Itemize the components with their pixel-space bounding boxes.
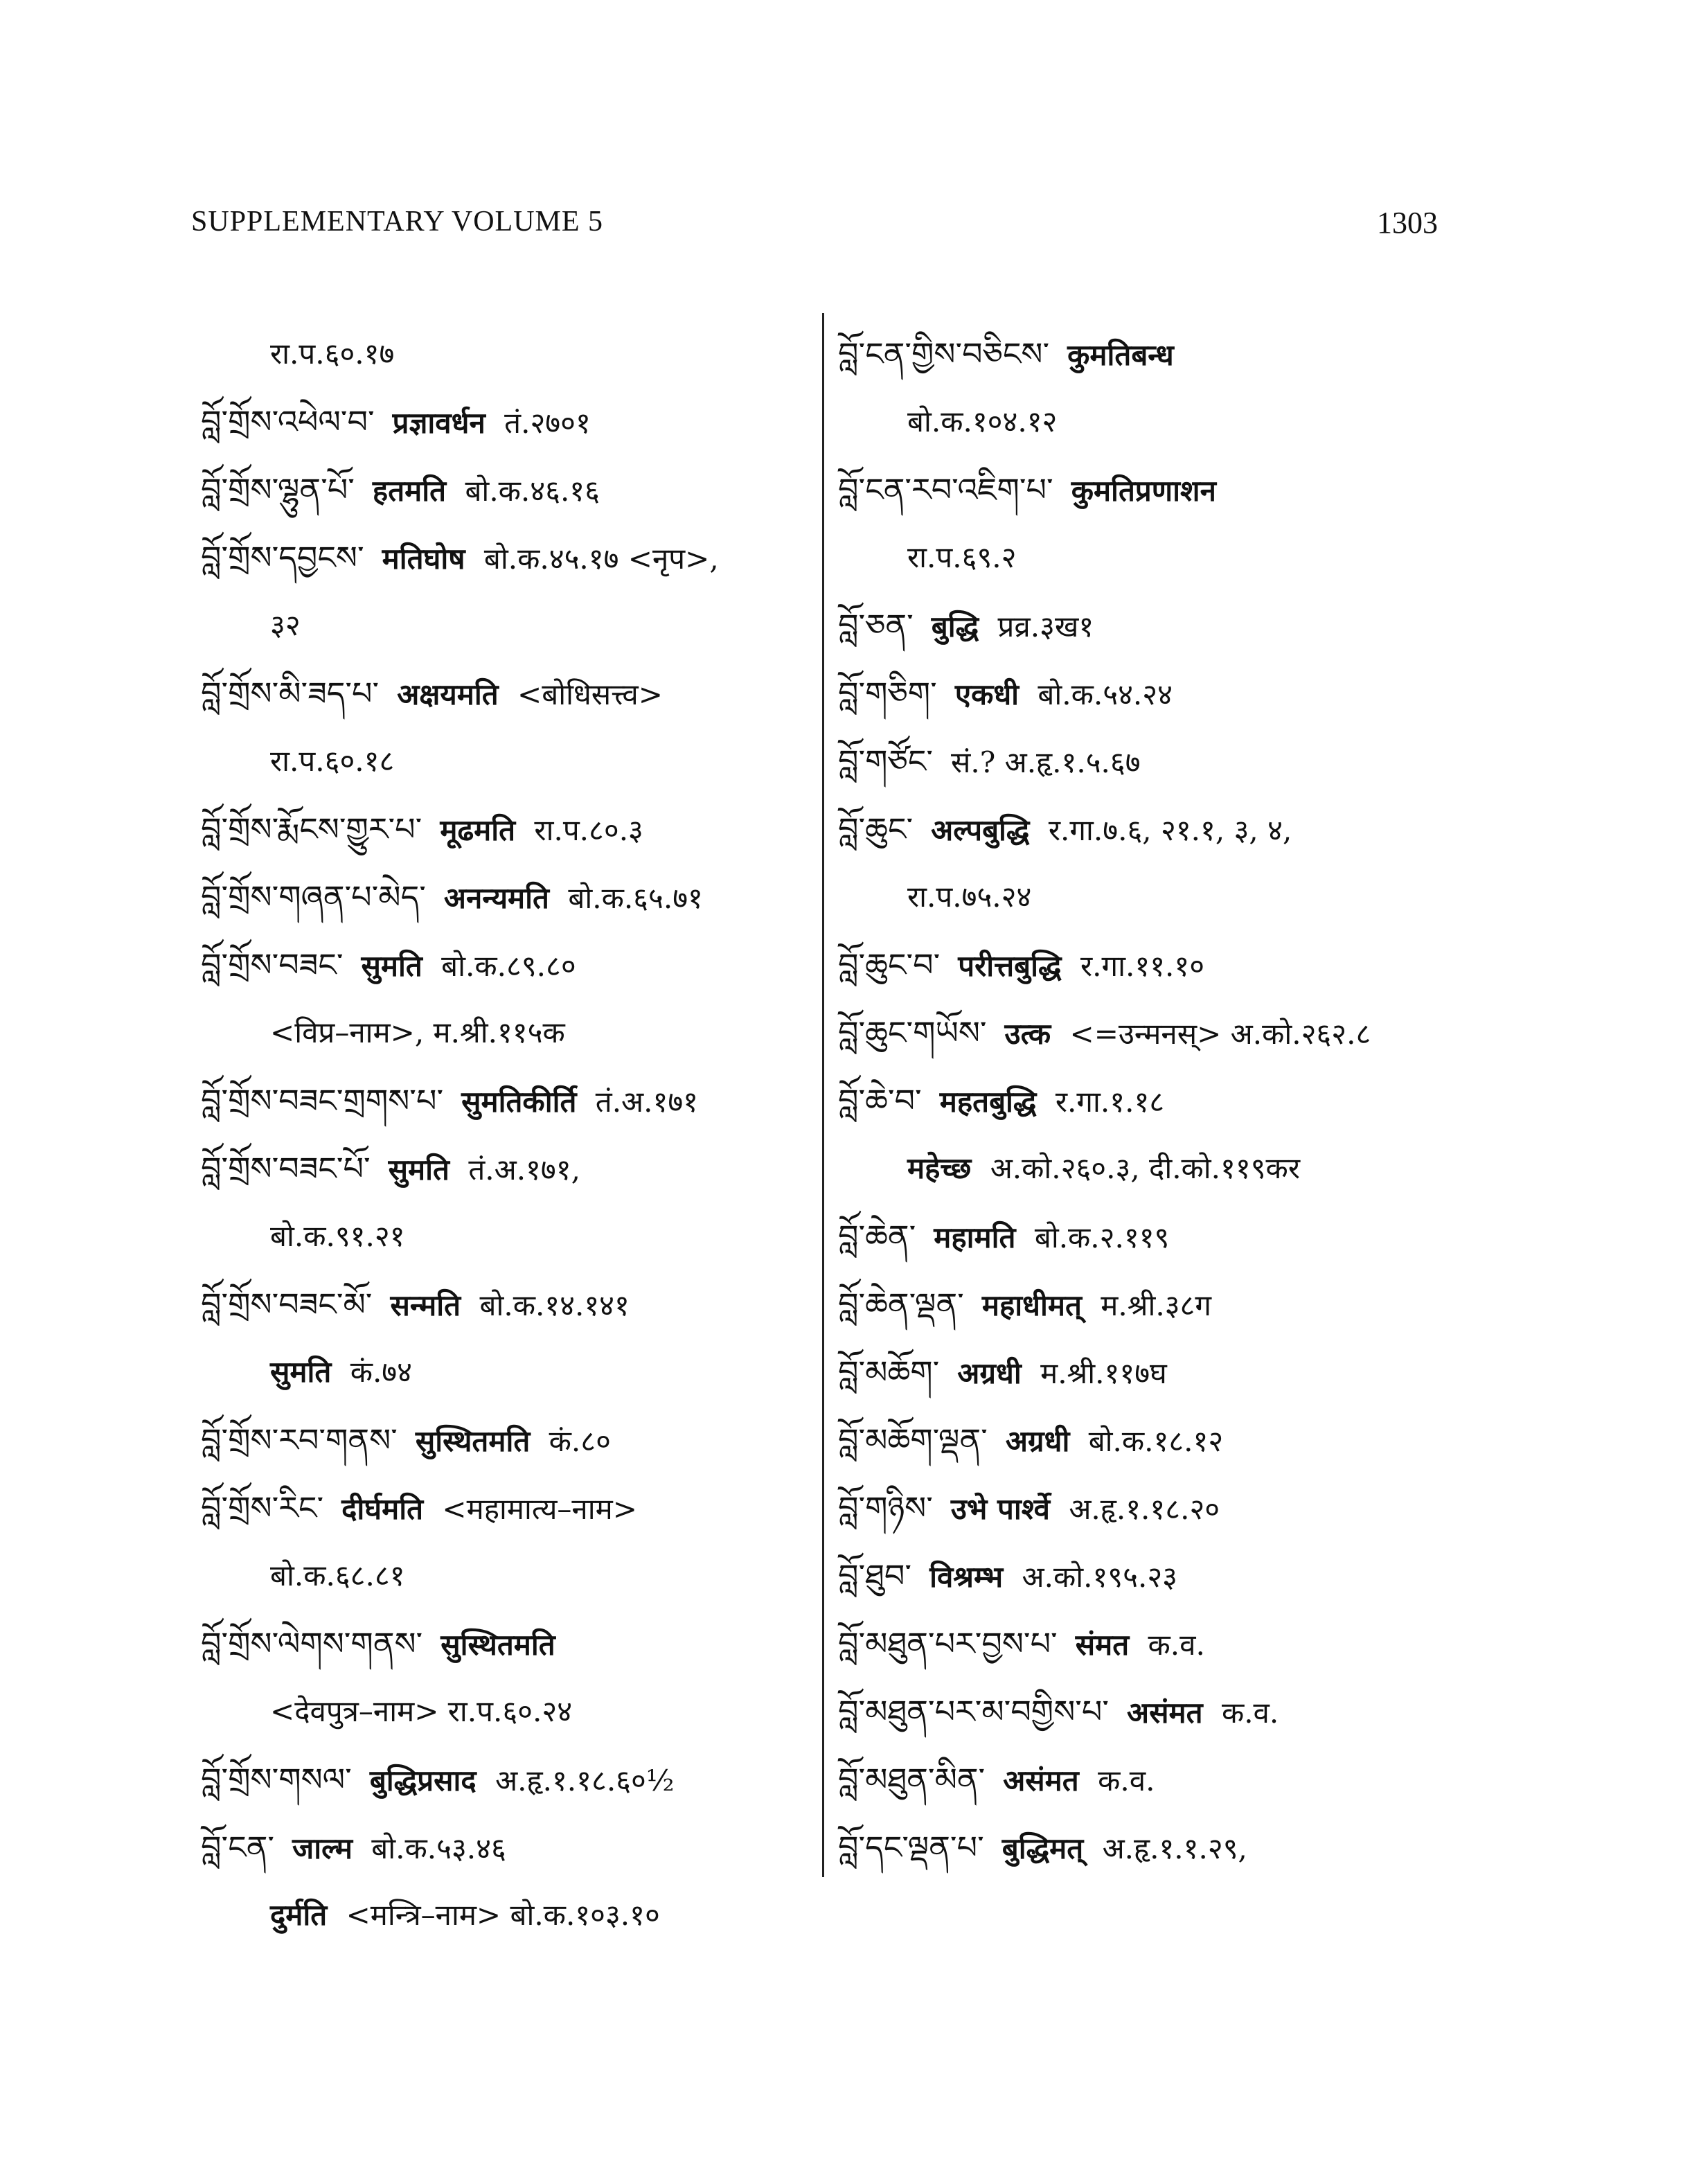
dictionary-line — [201, 1338, 810, 1406]
source-reference: <मन्त्रि–नाम> बो.क.१०३.१० — [346, 1898, 660, 1932]
tibetan-headword: བློ་ཆུང་བ་ — [838, 946, 941, 984]
sanskrit-equivalent: सुमतिकीर्ति — [461, 1085, 577, 1119]
source-reference: तं.अ.१७१ — [595, 1085, 698, 1119]
source-reference: म.श्री.११७घ — [1040, 1356, 1167, 1390]
sanskrit-equivalent: दुर्मति — [270, 1898, 328, 1932]
source-reference: क.व. — [1221, 1696, 1279, 1730]
source-reference: म.श्री.३८ग — [1101, 1288, 1212, 1322]
source-reference: <देवपुत्र–नाम> रा.प.६०.२४ — [270, 1694, 573, 1728]
tibetan-headword: བློ་གཙོང་ — [838, 743, 933, 780]
page-number: 1303 — [1377, 206, 1438, 240]
dictionary-line — [838, 1202, 1461, 1270]
tibetan-headword: བློ་གྲོས་རྨོངས་གྱུར་པ་ — [201, 810, 422, 848]
dictionary-line — [838, 795, 1461, 863]
tibetan-headword: བློ་ངན་ — [201, 1829, 275, 1866]
tibetan-headword: བློ་ཐུབ་ — [838, 1557, 912, 1595]
source-reference: बो.क.९१.२१ — [270, 1219, 405, 1253]
dictionary-line — [838, 931, 1461, 999]
sanskrit-equivalent: अक्षयमति — [397, 677, 499, 711]
source-reference: बो.क.४६.१६ — [465, 474, 600, 508]
tibetan-headword: བློ་གྲོས་དབྱངས་ — [201, 539, 364, 576]
dictionary-line — [838, 1406, 1461, 1474]
source-reference: बो.क.२.११९ — [1034, 1220, 1170, 1254]
dictionary-line — [838, 1610, 1461, 1678]
dictionary-line — [838, 1338, 1461, 1406]
dictionary-line — [838, 388, 1461, 456]
tibetan-headword: བློ་དང་ལྡན་པ་ — [838, 1829, 984, 1866]
source-reference: <महामात्य–नाम> — [442, 1492, 637, 1526]
sanskrit-equivalent: महामति — [934, 1220, 1016, 1254]
sanskrit-equivalent: उभे पार्श्वे — [950, 1492, 1050, 1526]
tibetan-headword: བློ་གྲོས་ལེགས་གནས་ — [201, 1625, 423, 1662]
source-reference: बो.क.१४.१४१ — [479, 1288, 630, 1322]
source-reference: प्रव्र.३ख१ — [997, 610, 1094, 643]
source-reference: र.गा.१.१८ — [1055, 1085, 1165, 1119]
tibetan-headword: བློ་ཆེན་ལྡན་ — [838, 1286, 964, 1323]
running-head: SUPPLEMENTARY VOLUME 5 — [191, 206, 604, 238]
sanskrit-equivalent: सुस्थितमति — [415, 1424, 531, 1458]
dictionary-line — [201, 863, 810, 931]
dictionary-line — [838, 999, 1461, 1067]
source-reference: बो.क.८९.८० — [441, 949, 576, 983]
sanskrit-equivalent: अल्पबुद्धि — [931, 813, 1030, 847]
sanskrit-equivalent: परीत्तबुद्धि — [958, 949, 1062, 983]
sanskrit-equivalent: प्रज्ञावर्धन — [392, 406, 486, 440]
tibetan-headword: བློ་གྲོས་བཟང་ — [201, 946, 344, 984]
sanskrit-equivalent: मूढमति — [440, 813, 516, 847]
tibetan-headword: བློ་ཆེན་ — [838, 1218, 916, 1255]
tibetan-headword: བློ་གྲོས་གཞན་པ་མེད་ — [201, 878, 426, 916]
dictionary-line — [201, 999, 810, 1067]
sanskrit-equivalent: अग्रधी — [957, 1356, 1022, 1390]
tibetan-headword: བློ་ཅན་ — [838, 607, 914, 644]
dictionary-line — [201, 1678, 810, 1746]
source-reference: अ.हृ.१.१८.२० — [1069, 1492, 1220, 1526]
dictionary-line — [838, 659, 1461, 727]
dictionary-line — [201, 388, 810, 456]
tibetan-headword: བློ་ངན་གྱིས་བཅིངས་ — [838, 335, 1050, 373]
source-reference: रा.प.७५.२४ — [907, 880, 1032, 914]
sanskrit-equivalent: महेच्छ — [907, 1151, 972, 1185]
sanskrit-equivalent: जाल्म — [292, 1831, 353, 1865]
dictionary-line — [201, 1067, 810, 1135]
source-reference: ३२ — [270, 608, 301, 642]
tibetan-headword: བློ་གྲོས་མི་ཟད་པ་ — [201, 675, 380, 712]
tibetan-headword: བློ་གྲོས་ལྷུན་པོ་ — [201, 471, 355, 508]
source-reference: र.गा.११.१० — [1080, 949, 1205, 983]
sanskrit-equivalent: सुमति — [270, 1355, 332, 1389]
dictionary-line — [201, 320, 810, 388]
source-reference: अ.को.१९५.२३ — [1022, 1560, 1178, 1594]
tibetan-headword: བློ་ཆེ་བ་ — [838, 1082, 922, 1119]
dictionary-line — [838, 863, 1461, 931]
dictionary-line — [838, 1542, 1461, 1610]
sanskrit-equivalent: महतबुद्धि — [939, 1085, 1037, 1119]
dictionary-line — [201, 1474, 810, 1542]
sanskrit-equivalent: सुमति — [388, 1153, 449, 1187]
dictionary-line — [201, 1813, 810, 1881]
sanskrit-equivalent: उत्क — [1004, 1017, 1051, 1051]
sanskrit-equivalent: अग्रधी — [1005, 1424, 1070, 1458]
dictionary-line — [838, 1135, 1461, 1202]
tibetan-headword: བློ་ངན་རབ་འཇིག་པ་ — [838, 471, 1053, 508]
dictionary-line — [838, 1270, 1461, 1338]
source-reference: बो.क.५४.२४ — [1037, 677, 1173, 711]
tibetan-headword: བློ་གྲོས་རིང་ — [201, 1489, 324, 1527]
sanskrit-equivalent: सुमति — [361, 949, 422, 983]
source-reference: बो.क.६५.७१ — [568, 881, 703, 915]
dictionary-line — [838, 1746, 1461, 1813]
dictionary-line — [838, 592, 1461, 659]
source-reference: क.व. — [1148, 1628, 1205, 1662]
sanskrit-equivalent: बुद्धि — [931, 610, 979, 643]
dictionary-line — [201, 1542, 810, 1610]
sanskrit-equivalent: मतिघोष — [382, 542, 465, 576]
tibetan-headword: བློ་མཆོག་ལྡན་ — [838, 1421, 988, 1459]
sanskrit-equivalent: बुद्धिप्रसाद — [369, 1764, 477, 1797]
dictionary-line — [201, 456, 810, 524]
dictionary-line — [838, 1813, 1461, 1881]
tibetan-headword: བློ་ཆུང་ — [838, 810, 914, 848]
source-reference: कं.७४ — [350, 1355, 412, 1389]
sanskrit-equivalent: सन्मति — [390, 1288, 461, 1322]
dictionary-line — [201, 1610, 810, 1678]
dictionary-line — [201, 931, 810, 999]
tibetan-headword: བློ་གྲོས་རབ་གནས་ — [201, 1421, 398, 1459]
source-reference: बो.क.६८.८१ — [270, 1559, 405, 1592]
tibetan-headword: བློ་གྲོས་བཟང་པོ་ — [201, 1150, 371, 1187]
sanskrit-equivalent: असंमत — [1127, 1696, 1203, 1730]
dictionary-line — [838, 1474, 1461, 1542]
source-reference: रा.प.६०.१७ — [270, 337, 395, 371]
tibetan-headword: བློ་གྲོས་བཟང་མོ་ — [201, 1286, 373, 1323]
dictionary-line — [201, 1202, 810, 1270]
dictionary-line — [201, 1135, 810, 1202]
dictionary-line — [201, 524, 810, 592]
sanskrit-equivalent: विश्रम्भ — [929, 1560, 1004, 1594]
source-reference: <बोधिसत्त्व> — [517, 677, 663, 711]
source-reference: अ.हृ.१.१.२९, — [1102, 1831, 1247, 1865]
tibetan-headword: བློ་མཆོག་ — [838, 1353, 940, 1391]
source-reference: तं.२७०१ — [504, 406, 591, 440]
tibetan-headword: བློ་གཅིག་ — [838, 675, 937, 712]
dictionary-line — [201, 1270, 810, 1338]
source-reference: रा.प.८०.३ — [534, 813, 643, 847]
source-reference: बो.क.१८.१२ — [1088, 1424, 1224, 1458]
sanskrit-equivalent: असंमत — [1003, 1764, 1079, 1797]
sanskrit-equivalent: बुद्धिमत् — [1001, 1831, 1084, 1865]
source-reference: सं.? अ.हृ.१.५.६७ — [951, 745, 1141, 779]
dictionary-line — [201, 592, 810, 659]
dictionary-line — [201, 795, 810, 863]
sanskrit-equivalent: दीर्घमति — [341, 1492, 424, 1526]
dictionary-line — [201, 1406, 810, 1474]
source-reference: क.व. — [1098, 1764, 1155, 1797]
source-reference: बो.क.१०४.१२ — [907, 405, 1058, 438]
tibetan-headword: བློ་མཐུན་པར་བྱས་པ་ — [838, 1625, 1058, 1662]
right-column — [838, 320, 1461, 1881]
source-reference: तं.अ.१७१, — [468, 1153, 580, 1187]
dictionary-line — [838, 1678, 1461, 1746]
sanskrit-equivalent: हतमति — [372, 474, 447, 508]
dictionary-line — [838, 727, 1461, 795]
sanskrit-equivalent: कुमतिबन्ध — [1067, 338, 1174, 372]
source-reference: र.गा.७.६, २१.१, ३, ४, — [1048, 813, 1292, 847]
source-reference: अ.हृ.१.१८.६०½ — [495, 1764, 675, 1797]
tibetan-headword: བློ་གྲོས་འཕེལ་བ་ — [201, 403, 375, 441]
tibetan-headword: བློ་ཆུང་གཡོས་ — [838, 1014, 987, 1051]
dictionary-line — [838, 1067, 1461, 1135]
sanskrit-equivalent: कुमतिप्रणाशन — [1071, 474, 1216, 508]
tibetan-headword: བློ་མཐུན་མིན་ — [838, 1761, 986, 1798]
dictionary-line — [201, 659, 810, 727]
source-reference: <=उन्मनस्> अ.को.२६२.८ — [1069, 1017, 1371, 1051]
tibetan-headword: བློ་མཐུན་པར་མ་བགྱིས་པ་ — [838, 1693, 1110, 1730]
sanskrit-equivalent: महाधीमत् — [981, 1288, 1082, 1322]
tibetan-headword: བློ་གྲོས་བཟང་གྲགས་པ་ — [201, 1082, 444, 1119]
dictionary-line — [201, 1746, 810, 1813]
source-reference: बो.क.५३.४६ — [371, 1831, 506, 1865]
dictionary-line — [838, 456, 1461, 524]
column-divider — [822, 313, 824, 1877]
left-column — [201, 320, 810, 1949]
sanskrit-equivalent: सुस्थितमति — [440, 1628, 555, 1662]
source-reference: रा.प.६९.२ — [907, 540, 1017, 574]
source-reference: बो.क.४५.१७ <नृप>, — [483, 542, 719, 576]
sanskrit-equivalent: एकधी — [954, 677, 1019, 711]
dictionary-line — [838, 524, 1461, 592]
source-reference: <विप्र–नाम>, म.श्री.११५क — [270, 1015, 565, 1049]
dictionary-line — [201, 727, 810, 795]
dictionary-line — [201, 1881, 810, 1949]
dictionary-line — [838, 320, 1461, 388]
source-reference: अ.को.२६०.३, दी.को.११९कर — [990, 1151, 1300, 1185]
sanskrit-equivalent: अनन्यमति — [443, 881, 549, 915]
tibetan-headword: བློ་གྲོས་གསལ་ — [201, 1761, 352, 1798]
sanskrit-equivalent: संमत — [1075, 1628, 1130, 1662]
source-reference: रा.प.६०.१८ — [270, 744, 395, 778]
source-reference: कं.८० — [549, 1424, 611, 1458]
tibetan-headword: བློ་གཉིས་ — [838, 1489, 933, 1527]
